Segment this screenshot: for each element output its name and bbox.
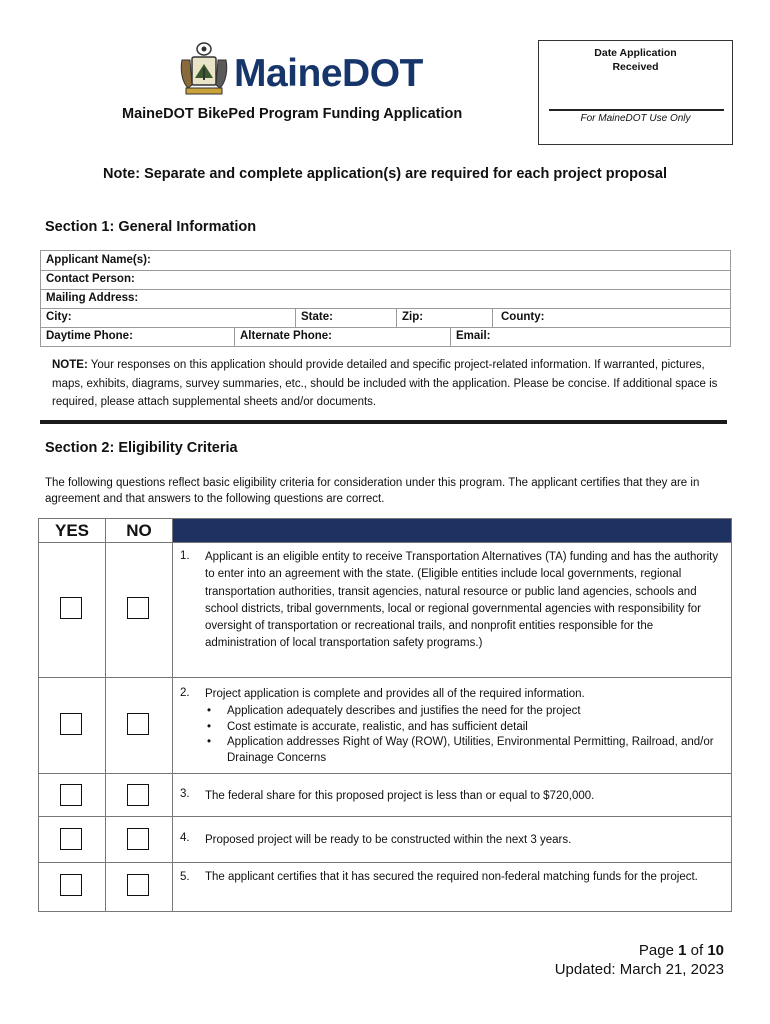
column-divider: [172, 519, 173, 911]
q1-no-checkbox[interactable]: [127, 597, 149, 619]
q3-yes-checkbox[interactable]: [60, 784, 82, 806]
eligibility-intro: The following questions reflect basic eligibility criteria for consideration under this program. The applicant certifies that they are in agreement and that answers to the following questions are correct.: [45, 477, 700, 505]
brand-name: MaineDOT: [234, 52, 423, 95]
row-divider: [39, 773, 731, 774]
q2-bullet: • Cost estimate is accurate, realistic, and has sufficient detail: [205, 720, 725, 736]
q1-text: Applicant is an eligible entity to receive Transportation Alternatives (TA) funding and has the authority to enter into an agreement with the state. (Eligible entities include local governments, regional transportation authorities, transit agencies, natural resource or public land agencies, schools and school districts, tribal governments, local or regional governmental agencies with responsibility for oversight of transportation or recreational trails, and nonprofit entities responsible for the administration of local transportation safety programs.): [205, 551, 719, 650]
city-label: City:: [46, 311, 72, 323]
q4-yes-checkbox[interactable]: [60, 828, 82, 850]
alternate-phone-label: Alternate Phone:: [240, 330, 333, 342]
separate-application-note: Note: Separate and complete application(s) are required for each project proposal: [102, 166, 668, 182]
applicant-names-row[interactable]: [41, 251, 730, 271]
eligibility-table: [38, 518, 732, 912]
q3-no-checkbox[interactable]: [127, 784, 149, 806]
cell-divider: [295, 308, 296, 327]
zip-label: Zip:: [402, 311, 424, 323]
contact-person-label: Contact Person:: [46, 273, 135, 285]
date-received-box: [538, 40, 733, 145]
daytime-phone-label: Daytime Phone:: [46, 330, 133, 342]
column-divider: [105, 519, 106, 911]
responses-note: [52, 356, 722, 412]
general-info-table: [40, 250, 731, 347]
mailing-address-row[interactable]: [41, 289, 730, 309]
state-seal-icon: [178, 40, 230, 100]
cell-divider: [396, 308, 397, 327]
maine-dot-logo: [178, 40, 423, 102]
q3-number: 3.: [180, 788, 190, 800]
page-current: 1: [678, 942, 687, 959]
q1-yes-checkbox[interactable]: [60, 597, 82, 619]
q2-bullet-list: [205, 704, 725, 766]
q2-no-checkbox[interactable]: [127, 713, 149, 735]
applicant-names-label: Applicant Name(s):: [46, 254, 151, 266]
page-number: [639, 942, 724, 959]
phone-email-row: [41, 327, 730, 346]
q4-no-checkbox[interactable]: [127, 828, 149, 850]
q4-number: 4.: [180, 832, 190, 844]
q5-yes-checkbox[interactable]: [60, 874, 82, 896]
date-received-label: Date Application Received: [594, 47, 677, 73]
no-column-header: NO: [126, 521, 152, 540]
header-bar: [172, 519, 731, 542]
updated-date: Updated: March 21, 2023: [554, 961, 724, 978]
page-total: 10: [707, 942, 724, 959]
section-2-title: Section 2: Eligibility Criteria: [45, 440, 238, 456]
cell-divider: [450, 327, 451, 346]
q5-text: The applicant certifies that it has secured the required non-federal matching funds for the project.: [205, 871, 698, 883]
row-divider: [39, 816, 731, 817]
page-prefix: Page: [638, 942, 679, 959]
q5-number: 5.: [180, 871, 190, 883]
mailing-address-label: Mailing Address:: [46, 292, 139, 304]
q4-text: Proposed project will be ready to be constructed within the next 3 years.: [205, 834, 572, 846]
q3-text: The federal share for this proposed project is less than or equal to $720,000.: [205, 790, 595, 802]
yes-column-header: YES: [54, 521, 90, 540]
county-label: County:: [501, 311, 545, 323]
section-1-title: Section 1: General Information: [45, 219, 257, 235]
q2-text: Project application is complete and provides all of the required information.: [205, 688, 585, 700]
cell-divider: [492, 308, 493, 327]
q1-number: 1.: [180, 550, 190, 562]
note-label: NOTE:: [52, 359, 88, 371]
date-received-line[interactable]: [549, 109, 724, 111]
q2-bullet: • Application adequately describes and justifies the need for the project: [205, 704, 725, 720]
state-label: State:: [301, 311, 333, 323]
row-divider: [39, 862, 731, 863]
row-divider: [39, 542, 731, 543]
office-use-note: For MaineDOT Use Only: [580, 113, 691, 124]
cell-divider: [234, 327, 235, 346]
page-of: of: [686, 942, 708, 959]
q2-bullet: • Application addresses Right of Way (ROW), Utilities, Environmental Permitting, Railroad, and/or Drainage Concerns: [205, 735, 725, 766]
contact-person-row[interactable]: [41, 270, 730, 290]
city-state-zip-row: [41, 308, 730, 328]
section-divider: [40, 420, 727, 424]
row-divider: [39, 677, 731, 678]
application-title: MaineDOT BikePed Program Funding Application: [122, 106, 463, 122]
email-label: Email:: [456, 330, 491, 342]
note-text: Your responses on this application should provide detailed and specific project-related information. If warranted, pictures, maps, exhibits, diagrams, survey summaries, etc., should be included with the application. Please be concise. If additional space is required, please attach supplemental sheets and/or documents.: [52, 359, 718, 408]
q2-number: 2.: [180, 687, 190, 699]
q2-yes-checkbox[interactable]: [60, 713, 82, 735]
q5-no-checkbox[interactable]: [127, 874, 149, 896]
